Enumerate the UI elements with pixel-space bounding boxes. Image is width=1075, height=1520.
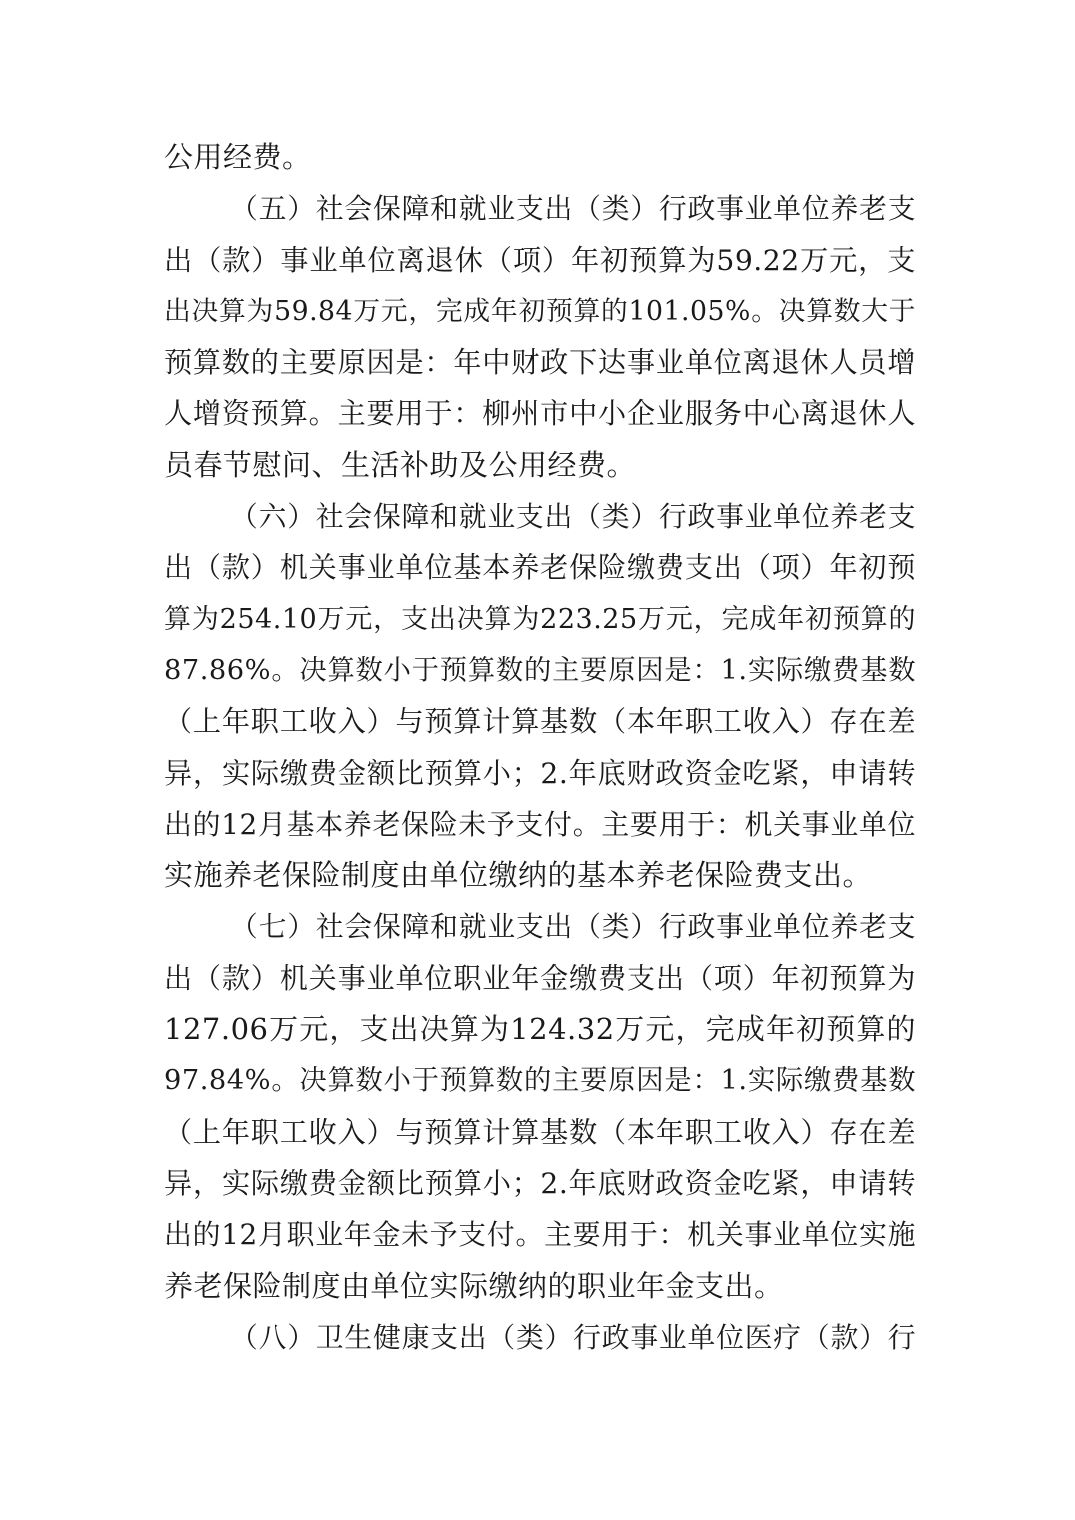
text-line: 87.86%。决算数小于预算数的主要原因是：1.实际缴费基数 [164,654,916,686]
text-line: 养老保险制度由单位实际缴纳的职业年金支出。 [164,1268,784,1303]
text-line: 出的12月职业年金未予支付。主要用于：机关事业单位实施 [164,1218,916,1252]
text-line: 算为254.10万元，支出决算为223.25万元，完成年初预算的 [164,603,916,635]
paragraph-p6 [164,491,916,901]
text-line: 实施养老保险制度由单位缴纳的基本养老保险费支出。 [164,858,873,893]
text-line: 异，实际缴费金额比预算小；2.年底财政资金吃紧，申请转 [164,756,916,790]
paragraph-p5 [164,183,916,491]
text-line: 出（款）机关事业单位基本养老保险缴费支出（项）年初预 [164,551,916,585]
text-line: （上年职工收入）与预算计算基数（本年职工收入）存在差 [164,1115,916,1149]
text-line: 出（款）事业单位离退休（项）年初预算为59.22万元，支 [164,243,916,277]
text-line: （八）卫生健康支出（类）行政事业单位医疗（款）行 [230,1320,916,1354]
text-line: 出决算为59.84万元，完成年初预算的101.05%。决算数大于 [164,295,916,327]
text-line: 出（款）机关事业单位职业年金缴费支出（项）年初预算为 [164,961,916,995]
paragraph-p7 [164,901,916,1311]
text-line: 异，实际缴费金额比预算小；2.年底财政资金吃紧，申请转 [164,1166,916,1200]
text-line: 出的12月基本养老保险未予支付。主要用于：机关事业单位 [164,807,916,841]
text-line: （七）社会保障和就业支出（类）行政事业单位养老支 [230,910,916,944]
paragraph-p8 [164,1312,916,1363]
text-line: 人增资预算。主要用于：柳州市中小企业服务中心离退休人 [164,397,916,431]
text-line: （上年职工收入）与预算计算基数（本年职工收入）存在差 [164,705,916,739]
text-line: （五）社会保障和就业支出（类）行政事业单位养老支 [230,192,916,226]
text-line: 97.84%。决算数小于预算数的主要原因是：1.实际缴费基数 [164,1065,916,1097]
text-line: （六）社会保障和就业支出（类）行政事业单位养老支 [230,500,916,534]
text-line: 预算数的主要原因是：年中财政下达事业单位离退休人员增 [164,346,916,380]
body-text [164,132,916,1363]
text-line: 员春节慰问、生活补助及公用经费。 [164,447,637,482]
paragraph-p-continued [164,132,916,183]
text-line: 公用经费。 [164,140,312,174]
text-line: 127.06万元，支出决算为124.32万元，完成年初预算的 [164,1012,916,1047]
